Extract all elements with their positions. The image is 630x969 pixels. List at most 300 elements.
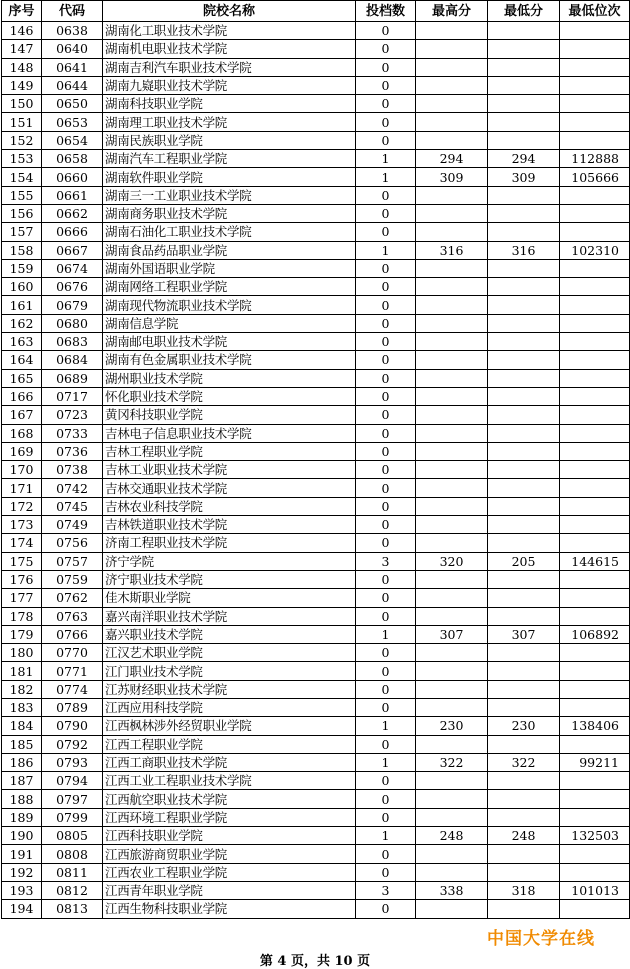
cell-admitted-count: 0	[356, 698, 416, 716]
cell-code: 0759	[42, 570, 103, 588]
cell-index: 157	[2, 223, 42, 241]
table-row	[2, 772, 630, 790]
cell-min-rank: 138406	[560, 717, 630, 735]
cell-code: 0774	[42, 680, 103, 698]
table-row	[2, 735, 630, 753]
cell-index: 194	[2, 900, 42, 918]
header-index: 序号	[2, 1, 42, 22]
cell-min-score	[488, 131, 560, 149]
cell-min-rank	[560, 186, 630, 204]
cell-min-score	[488, 570, 560, 588]
cell-min-score	[488, 186, 560, 204]
cell-school-name: 湖南汽车工程职业学院	[103, 150, 356, 168]
cell-code: 0676	[42, 278, 103, 296]
cell-min-score	[488, 735, 560, 753]
cell-min-rank	[560, 351, 630, 369]
cell-max-score	[416, 479, 488, 497]
cell-code: 0650	[42, 95, 103, 113]
cell-min-score	[488, 461, 560, 479]
cell-code: 0723	[42, 406, 103, 424]
cell-school-name: 吉林工程职业学院	[103, 442, 356, 460]
cell-min-rank	[560, 497, 630, 515]
table-row	[2, 497, 630, 515]
cell-min-score	[488, 204, 560, 222]
header-admitted-count: 投档数	[356, 1, 416, 22]
cell-code: 0794	[42, 772, 103, 790]
cell-school-name: 嘉兴南洋职业技术学院	[103, 607, 356, 625]
cell-max-score	[416, 735, 488, 753]
cell-min-rank	[560, 333, 630, 351]
table-row	[2, 113, 630, 131]
cell-school-name: 江西科技职业学院	[103, 827, 356, 845]
table-row	[2, 662, 630, 680]
cell-max-score	[416, 644, 488, 662]
table-row	[2, 150, 630, 168]
cell-min-score	[488, 278, 560, 296]
cell-min-rank	[560, 479, 630, 497]
table-row	[2, 223, 630, 241]
cell-min-score: 316	[488, 241, 560, 259]
cell-max-score	[416, 863, 488, 881]
cell-school-name: 济宁职业技术学院	[103, 570, 356, 588]
cell-school-name: 江西农业工程职业学院	[103, 863, 356, 881]
cell-index: 174	[2, 534, 42, 552]
cell-admitted-count: 0	[356, 772, 416, 790]
cell-school-name: 江汉艺术职业学院	[103, 644, 356, 662]
cell-min-score	[488, 680, 560, 698]
cell-min-rank	[560, 40, 630, 58]
cell-index: 173	[2, 516, 42, 534]
cell-admitted-count: 0	[356, 516, 416, 534]
cell-min-rank: 105666	[560, 168, 630, 186]
cell-min-rank	[560, 644, 630, 662]
cell-code: 0790	[42, 717, 103, 735]
table-row	[2, 827, 630, 845]
cell-index: 182	[2, 680, 42, 698]
cell-code: 0792	[42, 735, 103, 753]
cell-school-name: 吉林工业职业技术学院	[103, 461, 356, 479]
cell-code: 0641	[42, 58, 103, 76]
cell-admitted-count: 0	[356, 662, 416, 680]
cell-index: 163	[2, 333, 42, 351]
table-row	[2, 424, 630, 442]
table-row	[2, 717, 630, 735]
header-min-rank: 最低位次	[560, 1, 630, 22]
cell-school-name: 湖南吉利汽车职业技术学院	[103, 58, 356, 76]
table-row	[2, 644, 630, 662]
cell-admitted-count: 0	[356, 186, 416, 204]
cell-admitted-count: 0	[356, 333, 416, 351]
cell-min-score	[488, 790, 560, 808]
cell-index: 156	[2, 204, 42, 222]
cell-min-rank: 112888	[560, 150, 630, 168]
cell-admitted-count: 0	[356, 131, 416, 149]
admission-table	[1, 0, 630, 919]
cell-min-score	[488, 845, 560, 863]
cell-code: 0808	[42, 845, 103, 863]
cell-index: 184	[2, 717, 42, 735]
cell-index: 176	[2, 570, 42, 588]
cell-code: 0742	[42, 479, 103, 497]
cell-min-rank	[560, 442, 630, 460]
cell-max-score	[416, 259, 488, 277]
cell-school-name: 湖州职业技术学院	[103, 369, 356, 387]
table-row	[2, 406, 630, 424]
cell-min-score	[488, 58, 560, 76]
cell-index: 165	[2, 369, 42, 387]
cell-max-score	[416, 58, 488, 76]
table-row	[2, 461, 630, 479]
cell-min-score	[488, 259, 560, 277]
cell-admitted-count: 0	[356, 790, 416, 808]
table-row	[2, 131, 630, 149]
cell-max-score: 248	[416, 827, 488, 845]
cell-school-name: 江西工商职业技术学院	[103, 753, 356, 771]
cell-index: 175	[2, 552, 42, 570]
cell-max-score: 230	[416, 717, 488, 735]
cell-max-score: 294	[416, 150, 488, 168]
cell-admitted-count: 0	[356, 424, 416, 442]
cell-max-score	[416, 845, 488, 863]
cell-max-score	[416, 808, 488, 826]
cell-min-rank	[560, 863, 630, 881]
cell-school-name: 湖南有色金属职业技术学院	[103, 351, 356, 369]
cell-school-name: 吉林铁道职业技术学院	[103, 516, 356, 534]
table-row	[2, 552, 630, 570]
cell-school-name: 湖南科技职业学院	[103, 95, 356, 113]
cell-max-score: 307	[416, 625, 488, 643]
cell-school-name: 湖南民族职业学院	[103, 131, 356, 149]
cell-school-name: 江苏财经职业技术学院	[103, 680, 356, 698]
cell-max-score: 320	[416, 552, 488, 570]
cell-min-rank	[560, 278, 630, 296]
table-row	[2, 479, 630, 497]
cell-admitted-count: 1	[356, 241, 416, 259]
cell-code: 0684	[42, 351, 103, 369]
cell-min-rank	[560, 735, 630, 753]
cell-code: 0662	[42, 204, 103, 222]
cell-index: 172	[2, 497, 42, 515]
cell-admitted-count: 0	[356, 40, 416, 58]
cell-max-score	[416, 387, 488, 405]
cell-code: 0654	[42, 131, 103, 149]
table-row	[2, 516, 630, 534]
cell-index: 179	[2, 625, 42, 643]
cell-min-rank	[560, 58, 630, 76]
cell-max-score	[416, 22, 488, 40]
table-row	[2, 863, 630, 881]
cell-min-score	[488, 223, 560, 241]
cell-max-score	[416, 900, 488, 918]
cell-admitted-count: 0	[356, 58, 416, 76]
cell-index: 186	[2, 753, 42, 771]
cell-admitted-count: 0	[356, 351, 416, 369]
cell-school-name: 佳木斯职业学院	[103, 589, 356, 607]
cell-min-rank	[560, 424, 630, 442]
cell-code: 0679	[42, 296, 103, 314]
cell-index: 150	[2, 95, 42, 113]
cell-code: 0799	[42, 808, 103, 826]
cell-max-score	[416, 570, 488, 588]
cell-index: 185	[2, 735, 42, 753]
table-row	[2, 881, 630, 899]
cell-school-name: 吉林农业科技学院	[103, 497, 356, 515]
cell-min-rank	[560, 589, 630, 607]
cell-max-score: 338	[416, 881, 488, 899]
header-code: 代码	[42, 1, 103, 22]
cell-min-score	[488, 333, 560, 351]
cell-admitted-count: 1	[356, 717, 416, 735]
cell-admitted-count: 0	[356, 497, 416, 515]
table-row	[2, 22, 630, 40]
cell-max-score	[416, 95, 488, 113]
cell-code: 0749	[42, 516, 103, 534]
cell-code: 0667	[42, 241, 103, 259]
cell-index: 183	[2, 698, 42, 716]
cell-index: 155	[2, 186, 42, 204]
cell-min-score	[488, 497, 560, 515]
cell-min-score	[488, 406, 560, 424]
cell-min-rank	[560, 516, 630, 534]
cell-code: 0793	[42, 753, 103, 771]
table-row	[2, 40, 630, 58]
cell-min-score	[488, 113, 560, 131]
cell-min-score: 309	[488, 168, 560, 186]
cell-index: 148	[2, 58, 42, 76]
cell-index: 147	[2, 40, 42, 58]
cell-min-rank	[560, 406, 630, 424]
cell-min-score: 205	[488, 552, 560, 570]
cell-max-score	[416, 204, 488, 222]
cell-index: 149	[2, 76, 42, 94]
cell-min-score	[488, 351, 560, 369]
table-row	[2, 259, 630, 277]
cell-code: 0762	[42, 589, 103, 607]
cell-min-score: 294	[488, 150, 560, 168]
cell-school-name: 济南工程职业技术学院	[103, 534, 356, 552]
cell-index: 164	[2, 351, 42, 369]
cell-school-name: 湖南机电职业技术学院	[103, 40, 356, 58]
cell-code: 0805	[42, 827, 103, 845]
cell-min-rank: 102310	[560, 241, 630, 259]
table-row	[2, 900, 630, 918]
cell-school-name: 江西枫林涉外经贸职业学院	[103, 717, 356, 735]
cell-admitted-count: 1	[356, 753, 416, 771]
cell-code: 0813	[42, 900, 103, 918]
table-row	[2, 845, 630, 863]
cell-school-name: 湖南三一工业职业技术学院	[103, 186, 356, 204]
cell-school-name: 江西应用科技学院	[103, 698, 356, 716]
cell-min-rank: 106892	[560, 625, 630, 643]
cell-max-score	[416, 516, 488, 534]
cell-min-score	[488, 442, 560, 460]
cell-code: 0689	[42, 369, 103, 387]
cell-school-name: 湖南商务职业技术学院	[103, 204, 356, 222]
cell-code: 0797	[42, 790, 103, 808]
cell-school-name: 湖南软件职业学院	[103, 168, 356, 186]
cell-max-score	[416, 351, 488, 369]
cell-min-score	[488, 76, 560, 94]
cell-min-score	[488, 772, 560, 790]
cell-school-name: 湖南理工职业技术学院	[103, 113, 356, 131]
cell-code: 0770	[42, 644, 103, 662]
cell-code: 0644	[42, 76, 103, 94]
cell-min-rank	[560, 790, 630, 808]
cell-admitted-count: 0	[356, 442, 416, 460]
cell-school-name: 吉林交通职业技术学院	[103, 479, 356, 497]
cell-min-rank	[560, 461, 630, 479]
cell-admitted-count: 0	[356, 76, 416, 94]
table-row	[2, 241, 630, 259]
cell-min-score	[488, 387, 560, 405]
cell-max-score	[416, 772, 488, 790]
cell-index: 153	[2, 150, 42, 168]
cell-school-name: 嘉兴职业技术学院	[103, 625, 356, 643]
cell-min-score	[488, 314, 560, 332]
cell-admitted-count: 0	[356, 644, 416, 662]
table-row	[2, 607, 630, 625]
cell-code: 0771	[42, 662, 103, 680]
cell-admitted-count: 0	[356, 259, 416, 277]
cell-school-name: 湖南石油化工职业技术学院	[103, 223, 356, 241]
table-row	[2, 168, 630, 186]
table-row	[2, 698, 630, 716]
cell-min-score	[488, 589, 560, 607]
table-row	[2, 808, 630, 826]
cell-index: 167	[2, 406, 42, 424]
table-row	[2, 753, 630, 771]
cell-school-name: 湖南化工职业技术学院	[103, 22, 356, 40]
cell-min-rank	[560, 845, 630, 863]
cell-max-score	[416, 40, 488, 58]
cell-school-name: 江西工程职业学院	[103, 735, 356, 753]
cell-admitted-count: 1	[356, 150, 416, 168]
cell-max-score: 322	[416, 753, 488, 771]
cell-school-name: 江西生物科技职业学院	[103, 900, 356, 918]
cell-max-score	[416, 424, 488, 442]
cell-admitted-count: 0	[356, 406, 416, 424]
cell-index: 151	[2, 113, 42, 131]
cell-min-score: 318	[488, 881, 560, 899]
cell-index: 181	[2, 662, 42, 680]
cell-min-rank	[560, 570, 630, 588]
cell-admitted-count: 0	[356, 314, 416, 332]
cell-min-rank	[560, 131, 630, 149]
cell-admitted-count: 0	[356, 369, 416, 387]
cell-max-score: 309	[416, 168, 488, 186]
cell-code: 0756	[42, 534, 103, 552]
cell-code: 0638	[42, 22, 103, 40]
cell-code: 0717	[42, 387, 103, 405]
cell-min-rank	[560, 534, 630, 552]
cell-min-rank	[560, 204, 630, 222]
cell-min-score	[488, 808, 560, 826]
cell-index: 146	[2, 22, 42, 40]
cell-school-name: 湖南邮电职业技术学院	[103, 333, 356, 351]
cell-index: 191	[2, 845, 42, 863]
cell-admitted-count: 0	[356, 22, 416, 40]
cell-code: 0661	[42, 186, 103, 204]
cell-admitted-count: 0	[356, 845, 416, 863]
cell-admitted-count: 0	[356, 387, 416, 405]
cell-index: 193	[2, 881, 42, 899]
table-row	[2, 369, 630, 387]
table-row	[2, 204, 630, 222]
cell-code: 0653	[42, 113, 103, 131]
cell-admitted-count: 3	[356, 552, 416, 570]
cell-index: 180	[2, 644, 42, 662]
cell-school-name: 怀化职业技术学院	[103, 387, 356, 405]
cell-admitted-count: 0	[356, 113, 416, 131]
cell-index: 162	[2, 314, 42, 332]
cell-min-rank	[560, 607, 630, 625]
cell-admitted-count: 0	[356, 570, 416, 588]
cell-admitted-count: 0	[356, 204, 416, 222]
cell-min-score	[488, 369, 560, 387]
cell-index: 158	[2, 241, 42, 259]
cell-min-score	[488, 863, 560, 881]
cell-max-score: 316	[416, 241, 488, 259]
cell-max-score	[416, 296, 488, 314]
cell-admitted-count: 0	[356, 863, 416, 881]
cell-min-score	[488, 516, 560, 534]
cell-school-name: 济宁学院	[103, 552, 356, 570]
cell-min-rank	[560, 369, 630, 387]
cell-admitted-count: 0	[356, 534, 416, 552]
table-row	[2, 589, 630, 607]
cell-max-score	[416, 76, 488, 94]
cell-min-rank	[560, 76, 630, 94]
cell-index: 170	[2, 461, 42, 479]
table-row	[2, 76, 630, 94]
cell-min-rank	[560, 680, 630, 698]
table-row	[2, 442, 630, 460]
table-row	[2, 351, 630, 369]
cell-min-rank	[560, 808, 630, 826]
table-row	[2, 680, 630, 698]
cell-index: 178	[2, 607, 42, 625]
table-row	[2, 387, 630, 405]
cell-min-rank: 101013	[560, 881, 630, 899]
cell-index: 159	[2, 259, 42, 277]
cell-min-score	[488, 296, 560, 314]
cell-admitted-count: 1	[356, 625, 416, 643]
cell-school-name: 黄冈科技职业学院	[103, 406, 356, 424]
table-row	[2, 95, 630, 113]
cell-admitted-count: 0	[356, 680, 416, 698]
cell-max-score	[416, 278, 488, 296]
table-row	[2, 625, 630, 643]
cell-school-name: 湖南信息学院	[103, 314, 356, 332]
cell-max-score	[416, 186, 488, 204]
cell-admitted-count: 0	[356, 607, 416, 625]
cell-index: 168	[2, 424, 42, 442]
cell-max-score	[416, 223, 488, 241]
cell-index: 190	[2, 827, 42, 845]
cell-school-name: 江西航空职业技术学院	[103, 790, 356, 808]
cell-code: 0680	[42, 314, 103, 332]
cell-min-score	[488, 95, 560, 113]
cell-code: 0683	[42, 333, 103, 351]
cell-min-rank	[560, 259, 630, 277]
cell-admitted-count: 0	[356, 461, 416, 479]
cell-code: 0738	[42, 461, 103, 479]
cell-index: 152	[2, 131, 42, 149]
cell-max-score	[416, 680, 488, 698]
cell-admitted-count: 0	[356, 900, 416, 918]
cell-min-score: 322	[488, 753, 560, 771]
cell-code: 0757	[42, 552, 103, 570]
